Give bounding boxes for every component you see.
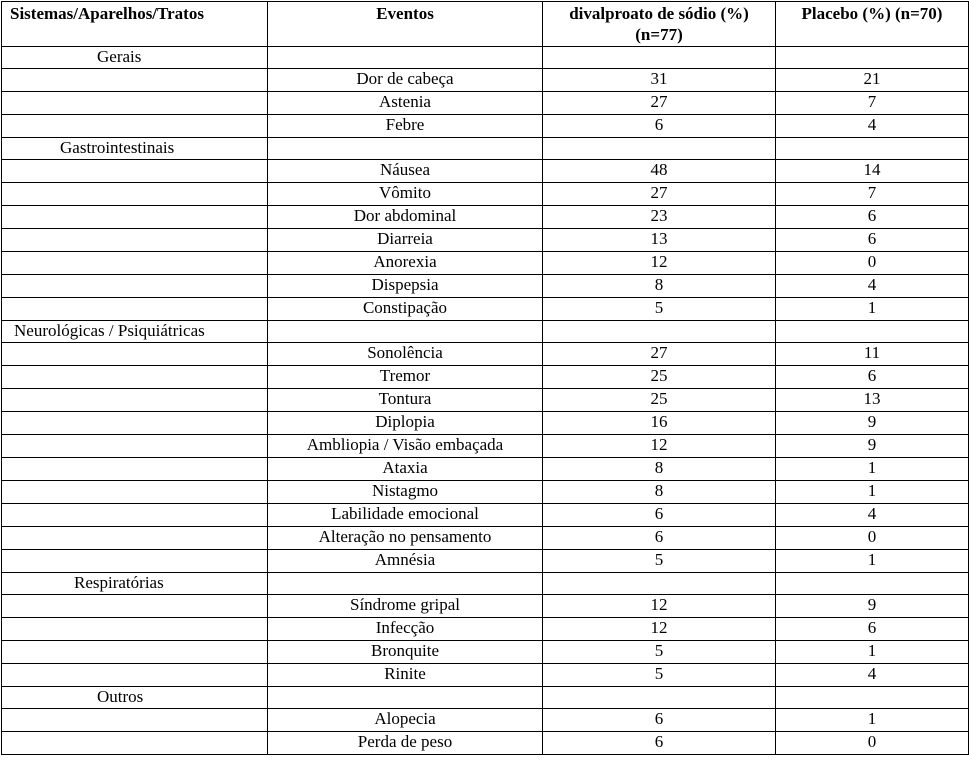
placebo-value: 0 <box>776 252 969 275</box>
event-cell: Astenia <box>268 92 543 115</box>
empty-cell <box>2 298 268 321</box>
empty-cell <box>2 229 268 252</box>
empty-cell <box>543 138 776 160</box>
empty-cell <box>268 573 543 595</box>
placebo-value: 7 <box>776 183 969 206</box>
empty-cell <box>2 366 268 389</box>
table-row <box>2 92 969 115</box>
placebo-value: 6 <box>776 366 969 389</box>
placebo-value: 4 <box>776 275 969 298</box>
table-row <box>2 252 969 275</box>
empty-cell <box>543 47 776 69</box>
event-cell: Dor abdominal <box>268 206 543 229</box>
empty-cell <box>268 321 543 343</box>
event-cell: Alopecia <box>268 709 543 732</box>
table-row <box>2 618 969 641</box>
placebo-value: 11 <box>776 343 969 366</box>
empty-cell <box>2 160 268 183</box>
section-name: Gerais <box>2 47 268 69</box>
divalproato-value: 25 <box>543 366 776 389</box>
divalproato-value: 25 <box>543 389 776 412</box>
table-row <box>2 527 969 550</box>
table-row <box>2 458 969 481</box>
section-row <box>2 138 969 160</box>
placebo-value: 0 <box>776 527 969 550</box>
event-cell: Amnésia <box>268 550 543 573</box>
divalproato-value: 6 <box>543 527 776 550</box>
section-row <box>2 573 969 595</box>
placebo-value: 4 <box>776 504 969 527</box>
event-cell: Dispepsia <box>268 275 543 298</box>
divalproato-value: 5 <box>543 550 776 573</box>
empty-cell <box>776 47 969 69</box>
event-cell: Sonolência <box>268 343 543 366</box>
empty-cell <box>2 709 268 732</box>
event-cell: Dor de cabeça <box>268 69 543 92</box>
empty-cell <box>2 69 268 92</box>
divalproato-value: 8 <box>543 275 776 298</box>
placebo-value: 4 <box>776 664 969 687</box>
divalproato-value: 5 <box>543 664 776 687</box>
table-row <box>2 206 969 229</box>
event-cell: Bronquite <box>268 641 543 664</box>
header-events: Eventos <box>268 2 543 47</box>
table-row <box>2 229 969 252</box>
empty-cell <box>543 687 776 709</box>
divalproato-value: 12 <box>543 618 776 641</box>
table-row <box>2 732 969 755</box>
event-cell: Labilidade emocional <box>268 504 543 527</box>
placebo-value: 21 <box>776 69 969 92</box>
empty-cell <box>2 618 268 641</box>
section-name: Outros <box>2 687 268 709</box>
empty-cell <box>2 527 268 550</box>
divalproato-value: 5 <box>543 641 776 664</box>
placebo-value: 7 <box>776 92 969 115</box>
divalproato-value: 27 <box>543 92 776 115</box>
empty-cell <box>2 183 268 206</box>
event-cell: Náusea <box>268 160 543 183</box>
empty-cell <box>268 138 543 160</box>
table-row <box>2 183 969 206</box>
event-cell: Infecção <box>268 618 543 641</box>
placebo-value: 1 <box>776 458 969 481</box>
empty-cell <box>2 343 268 366</box>
empty-cell <box>776 321 969 343</box>
placebo-value: 1 <box>776 641 969 664</box>
empty-cell <box>2 595 268 618</box>
divalproato-value: 6 <box>543 504 776 527</box>
placebo-value: 1 <box>776 709 969 732</box>
event-cell: Rinite <box>268 664 543 687</box>
section-row <box>2 47 969 69</box>
event-cell: Tontura <box>268 389 543 412</box>
table-row <box>2 115 969 138</box>
event-cell: Diarreia <box>268 229 543 252</box>
event-cell: Ataxia <box>268 458 543 481</box>
header-placebo: Placebo (%) (n=70) <box>776 2 969 47</box>
table-row <box>2 664 969 687</box>
empty-cell <box>543 321 776 343</box>
empty-cell <box>2 641 268 664</box>
divalproato-value: 13 <box>543 229 776 252</box>
table-row <box>2 412 969 435</box>
table-row <box>2 504 969 527</box>
event-cell: Anorexia <box>268 252 543 275</box>
empty-cell <box>776 687 969 709</box>
divalproato-value: 27 <box>543 183 776 206</box>
placebo-value: 1 <box>776 481 969 504</box>
empty-cell <box>2 504 268 527</box>
divalproato-value: 23 <box>543 206 776 229</box>
table-row <box>2 641 969 664</box>
empty-cell <box>2 115 268 138</box>
event-cell: Vômito <box>268 183 543 206</box>
table-row <box>2 481 969 504</box>
section-name: Neurológicas / Psiquiátricas <box>2 321 268 343</box>
table-row <box>2 366 969 389</box>
table-row <box>2 275 969 298</box>
table-row <box>2 69 969 92</box>
divalproato-value: 27 <box>543 343 776 366</box>
table-row <box>2 389 969 412</box>
table-row <box>2 160 969 183</box>
event-cell: Alteração no pensamento <box>268 527 543 550</box>
empty-cell <box>268 687 543 709</box>
placebo-value: 6 <box>776 618 969 641</box>
divalproato-value: 16 <box>543 412 776 435</box>
event-cell: Ambliopia / Visão embaçada <box>268 435 543 458</box>
placebo-value: 6 <box>776 206 969 229</box>
placebo-value: 9 <box>776 435 969 458</box>
empty-cell <box>2 458 268 481</box>
placebo-value: 1 <box>776 550 969 573</box>
divalproato-value: 31 <box>543 69 776 92</box>
placebo-value: 14 <box>776 160 969 183</box>
placebo-value: 1 <box>776 298 969 321</box>
divalproato-value: 48 <box>543 160 776 183</box>
event-cell: Perda de peso <box>268 732 543 755</box>
placebo-value: 13 <box>776 389 969 412</box>
divalproato-value: 6 <box>543 732 776 755</box>
empty-cell <box>2 206 268 229</box>
table-row <box>2 709 969 732</box>
placebo-value: 0 <box>776 732 969 755</box>
table-row <box>2 435 969 458</box>
empty-cell <box>543 573 776 595</box>
table-body <box>2 47 969 755</box>
section-name: Gastrointestinais <box>2 138 268 160</box>
event-cell: Nistagmo <box>268 481 543 504</box>
placebo-value: 6 <box>776 229 969 252</box>
empty-cell <box>2 481 268 504</box>
divalproato-value: 8 <box>543 481 776 504</box>
table-header-row <box>2 2 969 47</box>
adverse-events-table <box>1 1 969 755</box>
empty-cell <box>776 573 969 595</box>
empty-cell <box>2 732 268 755</box>
divalproato-value: 5 <box>543 298 776 321</box>
divalproato-value: 12 <box>543 595 776 618</box>
table-row <box>2 298 969 321</box>
header-divalproato: divalproato de sódio (%) (n=77) <box>543 2 776 47</box>
divalproato-value: 12 <box>543 252 776 275</box>
table-row <box>2 550 969 573</box>
empty-cell <box>2 389 268 412</box>
divalproato-value: 12 <box>543 435 776 458</box>
section-name: Respiratórias <box>2 573 268 595</box>
placebo-value: 9 <box>776 595 969 618</box>
table-row <box>2 595 969 618</box>
section-row <box>2 687 969 709</box>
divalproato-value: 6 <box>543 709 776 732</box>
placebo-value: 9 <box>776 412 969 435</box>
event-cell: Síndrome gripal <box>268 595 543 618</box>
table-row <box>2 343 969 366</box>
empty-cell <box>2 92 268 115</box>
empty-cell <box>776 138 969 160</box>
empty-cell <box>268 47 543 69</box>
event-cell: Tremor <box>268 366 543 389</box>
empty-cell <box>2 550 268 573</box>
empty-cell <box>2 435 268 458</box>
empty-cell <box>2 664 268 687</box>
empty-cell <box>2 275 268 298</box>
divalproato-value: 8 <box>543 458 776 481</box>
event-cell: Constipação <box>268 298 543 321</box>
divalproato-value: 6 <box>543 115 776 138</box>
empty-cell <box>2 252 268 275</box>
event-cell: Diplopia <box>268 412 543 435</box>
section-row <box>2 321 969 343</box>
placebo-value: 4 <box>776 115 969 138</box>
header-systems: Sistemas/Aparelhos/Tratos <box>2 2 268 47</box>
empty-cell <box>2 412 268 435</box>
event-cell: Febre <box>268 115 543 138</box>
